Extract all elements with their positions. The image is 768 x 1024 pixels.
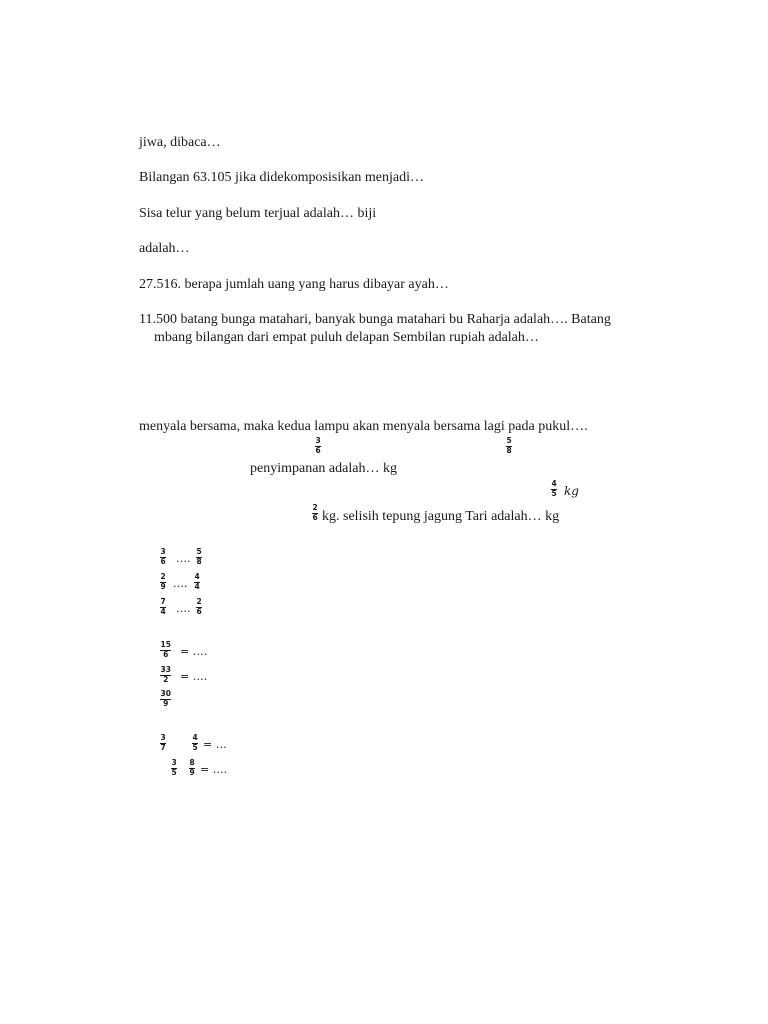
fraction-denominator: 2	[163, 675, 169, 684]
text-line-6: 11.500 batang bunga matahari, banyak bunga matahari bu Raharja adalah…. Batang	[139, 312, 611, 327]
fraction-numerator: 5	[196, 547, 202, 556]
fraction-denominator: 4	[194, 582, 200, 591]
fraction	[160, 690, 171, 708]
unit-kg: kg	[564, 484, 579, 498]
text-line-4: adalah…	[139, 241, 190, 256]
fraction	[160, 734, 166, 752]
fraction-numerator: 7	[160, 597, 166, 606]
fraction-denominator: 8	[506, 446, 512, 455]
text-line-9: penyimpanan adalah… kg	[250, 461, 397, 476]
fraction	[171, 759, 177, 777]
text-line-1: jiwa, dibaca…	[139, 135, 221, 150]
fraction-denominator: 9	[189, 768, 195, 777]
equals-dots: = ….	[180, 670, 208, 683]
equals-ellipsis: = …	[203, 738, 227, 751]
fraction	[160, 548, 166, 566]
fraction-numerator: 2	[160, 572, 166, 581]
fraction-numerator: 15	[160, 640, 171, 649]
fraction	[192, 734, 198, 752]
fraction-denominator: 8	[196, 557, 202, 566]
fraction	[196, 598, 202, 616]
text-line-3: Sisa telur yang belum terjual adalah… biji	[139, 206, 377, 221]
fraction	[160, 641, 171, 659]
fraction-denominator: 6	[312, 513, 318, 522]
fraction	[194, 573, 200, 591]
fraction-numerator: 3	[160, 547, 166, 556]
fraction-numerator: 3	[171, 758, 177, 767]
comparison-dots: ….	[176, 602, 191, 615]
equals-dots: = ….	[180, 645, 208, 658]
text-line-2: Bilangan 63.105 jika didekomposisikan menjadi…	[139, 170, 425, 185]
fraction	[160, 666, 171, 684]
fraction-numerator: 5	[506, 436, 512, 445]
text-line-10: kg. selisih tepung jagung Tari adalah… kg	[322, 509, 560, 524]
fraction-numerator: 4	[192, 733, 198, 742]
fraction	[189, 759, 195, 777]
fraction-denominator: 6	[163, 650, 169, 659]
fraction	[312, 504, 318, 522]
fraction-numerator: 30	[160, 689, 171, 698]
fraction	[506, 437, 512, 455]
fraction-denominator: 5	[192, 743, 198, 752]
fraction	[551, 480, 557, 498]
fraction	[160, 573, 166, 591]
fraction	[160, 598, 166, 616]
text-line-5: 27.516. berapa jumlah uang yang harus dibayar ayah…	[139, 277, 449, 292]
text-line-8: menyala bersama, maka kedua lampu akan menyala bersama lagi pada pukul….	[139, 419, 588, 434]
fraction-denominator: 9	[160, 582, 166, 591]
fraction-denominator: 4	[160, 607, 166, 616]
fraction-numerator: 2	[196, 597, 202, 606]
comparison-dots: ….	[173, 577, 188, 590]
fraction-numerator: 8	[189, 758, 195, 767]
equals-dots: = ….	[200, 763, 228, 776]
text-line-7: mbang bilangan dari empat puluh delapan Sembilan rupiah adalah…	[154, 330, 539, 345]
comparison-dots: ….	[176, 552, 191, 565]
fraction	[196, 548, 202, 566]
fraction-denominator: 9	[163, 699, 169, 708]
fraction-denominator: 7	[160, 743, 166, 752]
fraction	[315, 437, 321, 455]
fraction-denominator: 6	[196, 607, 202, 616]
fraction-numerator: 3	[160, 733, 166, 742]
fraction-denominator: 5	[551, 489, 557, 498]
fraction-numerator: 3	[315, 436, 321, 445]
fraction-numerator: 4	[551, 479, 557, 488]
fraction-numerator: 33	[160, 665, 171, 674]
fraction-denominator: 6	[315, 446, 321, 455]
fraction-numerator: 2	[312, 503, 318, 512]
fraction-denominator: 5	[171, 768, 177, 777]
fraction-numerator: 4	[194, 572, 200, 581]
fraction-denominator: 6	[160, 557, 166, 566]
